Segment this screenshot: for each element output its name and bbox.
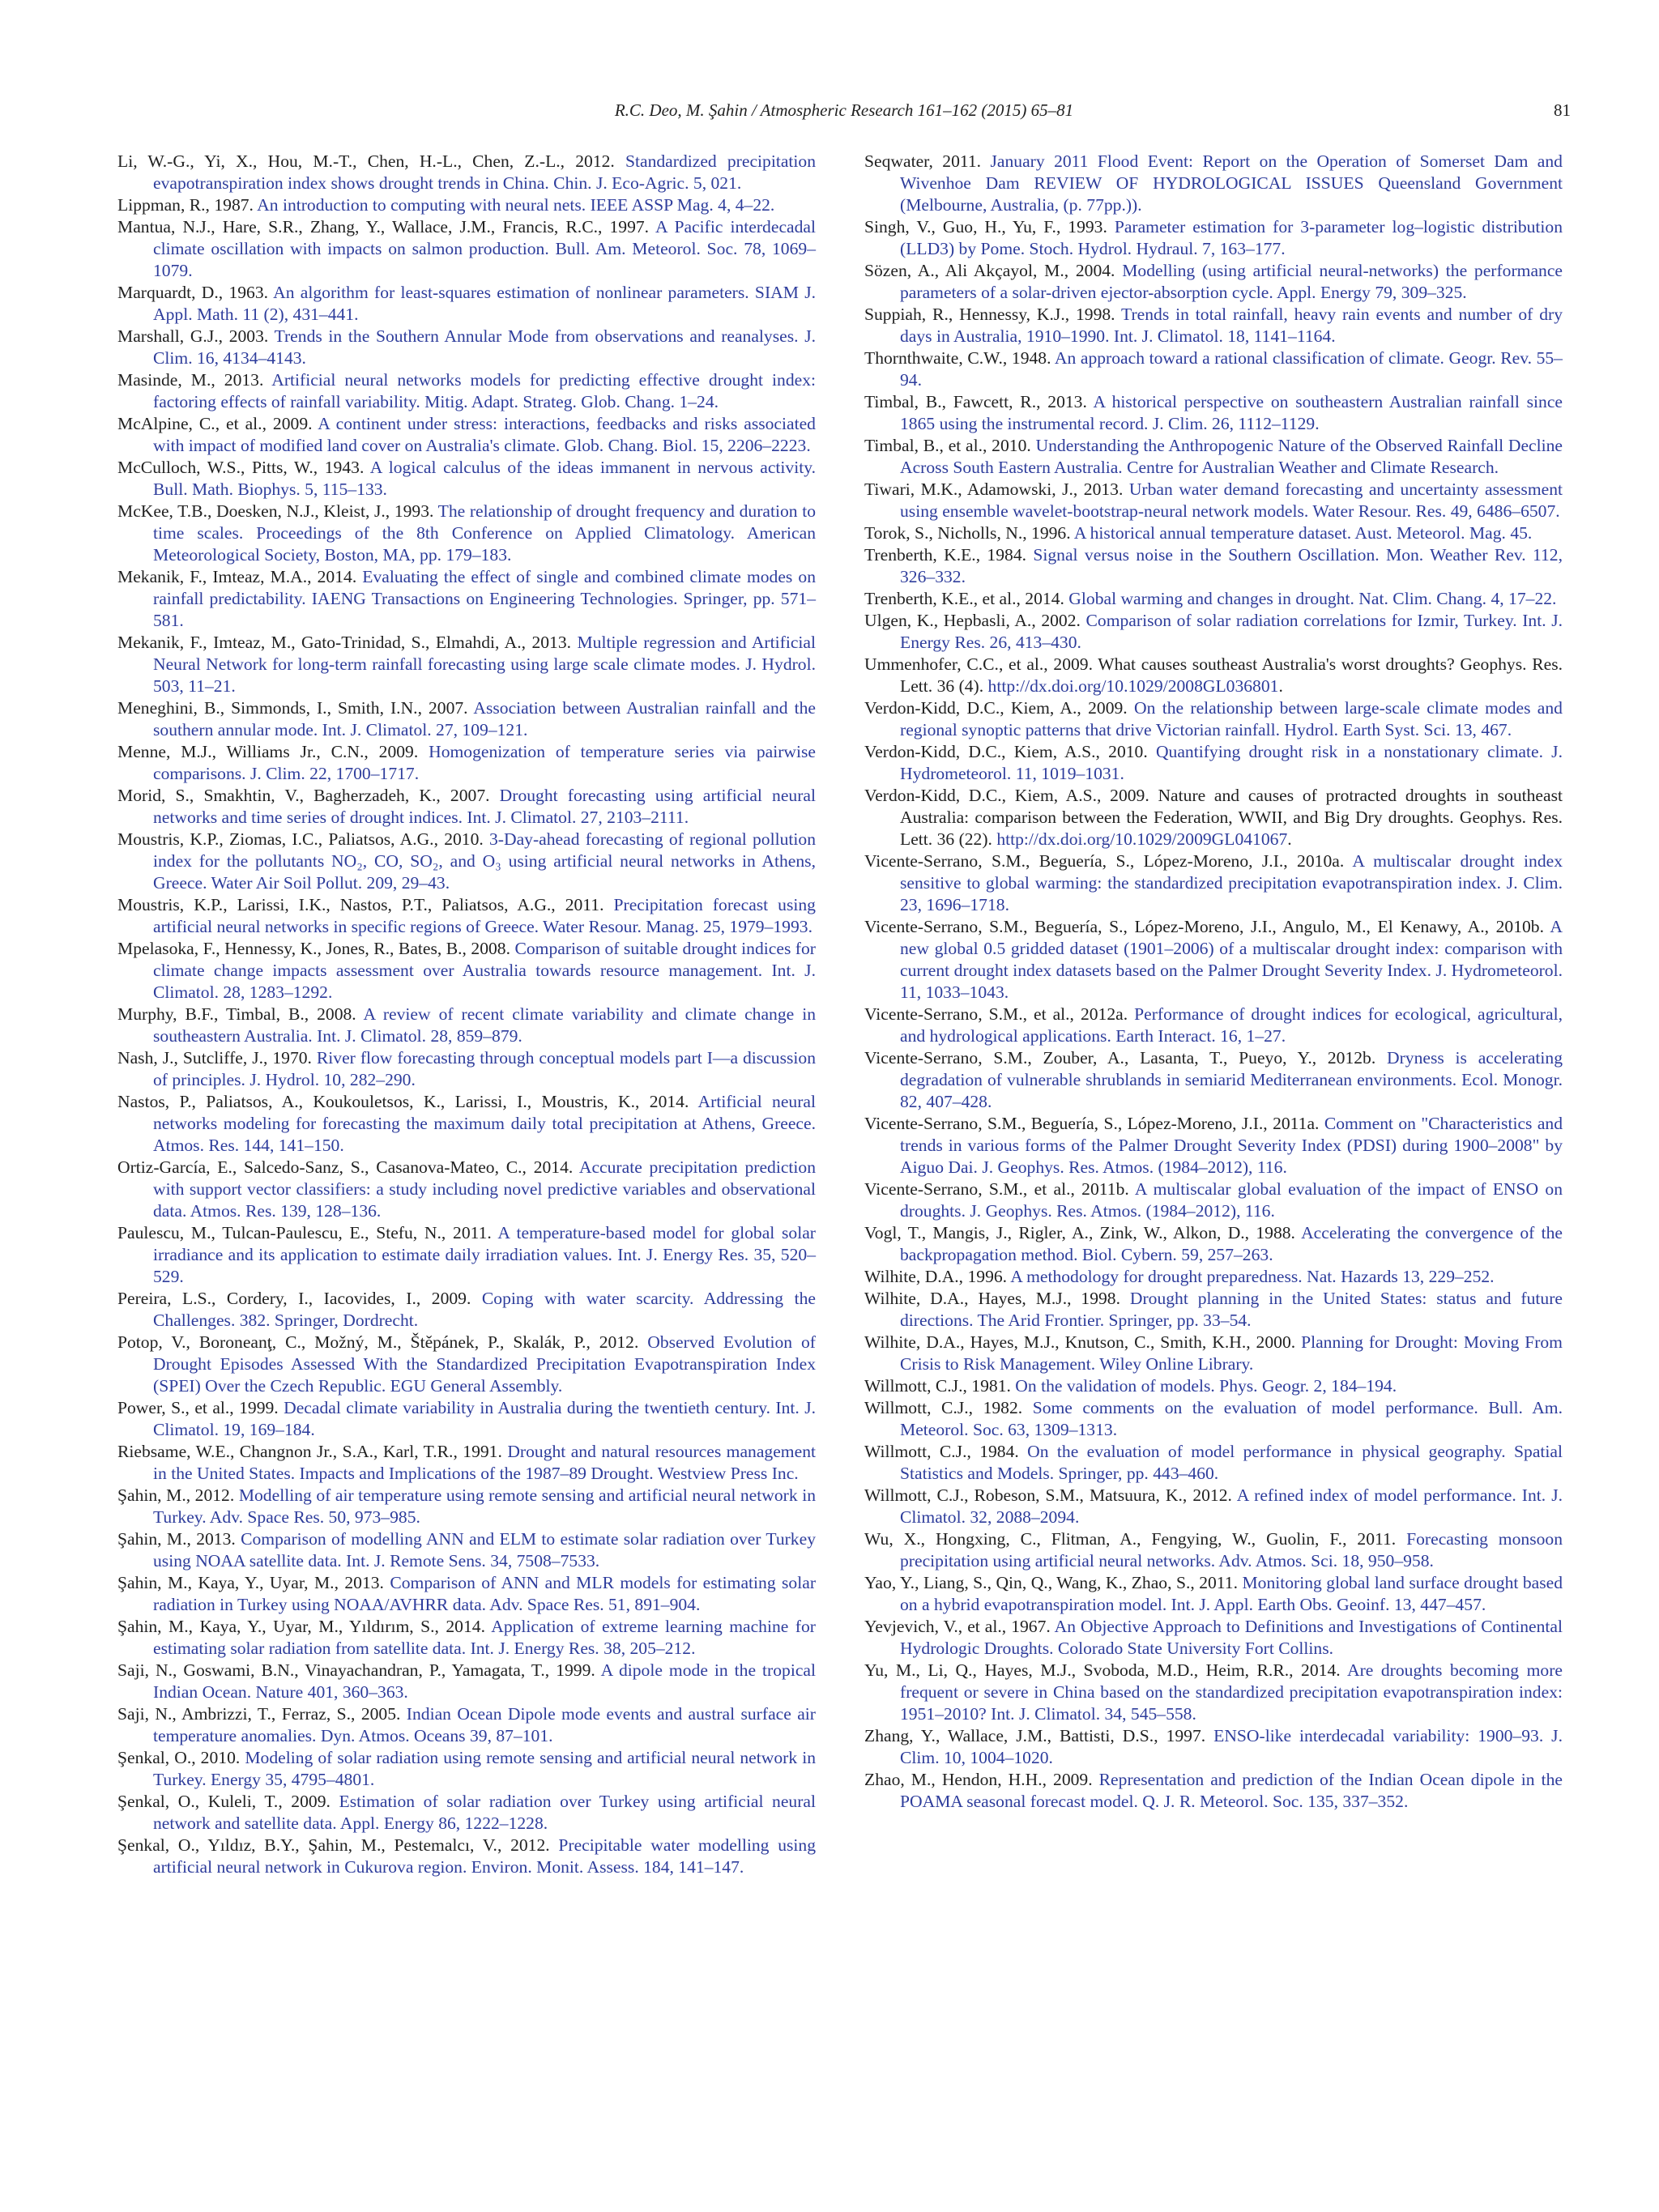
reference-authors: Wilhite, D.A., 1996. xyxy=(864,1267,1011,1286)
reference-entry xyxy=(117,938,816,1004)
reference-entry xyxy=(117,894,816,938)
reference-authors: Mekanik, F., Imteaz, M., Gato-Trinidad, S., Elmahdi, A., 2013. xyxy=(117,633,578,652)
running-header xyxy=(117,100,1571,128)
reference-authors: Vicente-Serrano, S.M., et al., 2012a. xyxy=(864,1004,1135,1024)
reference-link[interactable]: Comparison of modelling ANN and ELM to estimate solar radiation over Turkey using NOAA satellite data. Int. J. Remote Sens. 34, 7508–7533. xyxy=(153,1529,816,1571)
reference-authors: Şahin, M., 2012. xyxy=(117,1485,239,1505)
reference-link[interactable]: ENSO-like interdecadal variability: 1900–93. J. Clim. 10, 1004–1020. xyxy=(900,1726,1563,1767)
reference-link[interactable]: Accurate precipitation prediction with support vector classifiers: a study including novel predictive variables and observational data. Atmos. Res. 139, 128–136. xyxy=(153,1157,817,1221)
reference-link[interactable]: Accelerating the convergence of the backpropagation method. Biol. Cybern. 59, 257–263. xyxy=(900,1223,1563,1264)
reference-authors: Lippman, R., 1987. xyxy=(117,195,258,215)
reference-authors: Potop, V., Boroneanţ, C., Možný, M., Štěpánek, P., Skalák, P., 2012. xyxy=(117,1332,648,1352)
reference-link[interactable]: Are droughts becoming more frequent or severe in China based on the standardized precipitation evapotranspiration index: 1951–2010? Int. J. Climatol. 34, 545–558. xyxy=(900,1660,1563,1724)
reference-entry xyxy=(117,457,816,501)
reference-entry xyxy=(117,216,816,282)
reference-link[interactable]: An approach toward a rational classification of climate. Geogr. Rev. 55–94. xyxy=(900,348,1563,390)
reference-authors: Wilhite, D.A., Hayes, M.J., 1998. xyxy=(864,1289,1130,1308)
reference-entry xyxy=(864,1047,1563,1113)
reference-authors: Meneghini, B., Simmonds, I., Smith, I.N., 2007. xyxy=(117,698,474,718)
reference-authors: Tiwari, M.K., Adamowski, J., 2013. xyxy=(864,479,1129,499)
reference-link[interactable]: A temperature-based model for global solar irradiance and its application to estimate daily irradiation values. Int. J. Energy Res. 35, 520–529. xyxy=(153,1223,816,1286)
reference-entry xyxy=(864,1332,1563,1375)
reference-link[interactable]: Some comments on the evaluation of model performance. Bull. Am. Meteorol. Soc. 63, 1309–1313. xyxy=(900,1398,1563,1439)
reference-link[interactable]: Comparison of ANN and MLR models for estimating solar radiation in Turkey using NOAA/AVHRR data. Adv. Space Res. 51, 891–904. xyxy=(153,1573,817,1614)
reference-authors: McKee, T.B., Doesken, N.J., Kleist, J., 1993. xyxy=(117,501,438,521)
reference-authors: Torok, S., Nicholls, N., 1996. xyxy=(864,523,1074,543)
reference-authors: Şahin, M., Kaya, Y., Uyar, M., Yıldırım, S., 2014. xyxy=(117,1617,492,1636)
reference-authors: Seqwater, 2011. xyxy=(864,151,991,171)
reference-link[interactable]: Modelling of air temperature using remote sensing and artificial neural network in Turkey. Adv. Space Res. 50, 973–985. xyxy=(153,1485,816,1527)
reference-authors: Vicente-Serrano, S.M., Beguería, S., López-Moreno, J.I., 2010a. xyxy=(864,851,1353,871)
reference-authors: Trenberth, K.E., et al., 2014. xyxy=(864,589,1069,608)
reference-link[interactable]: Application of extreme learning machine for estimating solar radiation from satellite data. Int. J. Energy Res. 38, 205–212. xyxy=(153,1617,816,1658)
reference-authors: Pereira, L.S., Cordery, I., Iacovides, I., 2009. xyxy=(117,1289,482,1308)
reference-authors: Ortiz-García, E., Salcedo-Sanz, S., Casanova-Mateo, C., 2014. xyxy=(117,1157,579,1177)
reference-entry xyxy=(117,1485,816,1528)
reference-authors: Şenkal, O., Yıldız, B.Y., Şahin, M., Pestemalcı, V., 2012. xyxy=(117,1835,559,1855)
reference-link[interactable]: Decadal climate variability in Australia during the twentieth century. Int. J. Climatol. 19, 169–184. xyxy=(153,1398,817,1439)
reference-entry xyxy=(117,1157,816,1222)
reference-authors: McCulloch, W.S., Pitts, W., 1943. xyxy=(117,458,370,477)
reference-entry xyxy=(864,916,1563,1004)
reference-link[interactable]: Signal versus noise in the Southern Oscillation. Mon. Weather Rev. 112, 326–332. xyxy=(900,545,1563,586)
reference-link[interactable]: Trends in the Southern Annular Mode from observations and reanalyses. J. Clim. 16, 4134–4143. xyxy=(153,326,816,368)
reference-entry xyxy=(864,435,1563,479)
reference-authors: Nash, J., Sutcliffe, J., 1970. xyxy=(117,1048,317,1068)
reference-authors: Mantua, N.J., Hare, S.R., Zhang, Y., Wallace, J.M., Francis, R.C., 1997. xyxy=(117,217,655,237)
reference-link[interactable]: Standardized precipitation evapotranspiration index shows drought trends in China. Chin. J. Eco-Agric. 5, 021. xyxy=(153,151,816,193)
reference-link[interactable]: Understanding the Anthropogenic Nature of the Observed Rainfall Decline Across South Eastern Australia. Centre for Australian Weather and Climate Research. xyxy=(900,436,1563,477)
reference-entry xyxy=(117,1572,816,1616)
reference-link[interactable]: On the validation of models. Phys. Geogr. 2, 184–194. xyxy=(1015,1376,1397,1396)
reference-link[interactable]: A dipole mode in the tropical Indian Ocean. Nature 401, 360–363. xyxy=(153,1660,816,1702)
reference-entry xyxy=(864,610,1563,654)
reference-entry xyxy=(117,1222,816,1288)
reference-authors: Vogl, T., Mangis, J., Rigler, A., Zink, W., Alkon, D., 1988. xyxy=(864,1223,1302,1242)
reference-link[interactable]: Global warming and changes in drought. Nat. Clim. Chang. 4, 17–22. xyxy=(1068,589,1557,608)
reference-link[interactable]: Modeling of solar radiation using remote sensing and artificial neural network in Turkey. Energy 35, 4795–4801. xyxy=(153,1748,816,1789)
reference-entry xyxy=(864,1178,1563,1222)
reference-link[interactable]: Estimation of solar radiation over Turkey using artificial neural network and satellite data. Appl. Energy 86, 1222–1228. xyxy=(153,1792,816,1833)
reference-entry xyxy=(864,1441,1563,1485)
journal-citation: R.C. Deo, M. Şahin / Atmospheric Research 161–162 (2015) 65–81 xyxy=(614,100,1074,120)
reference-link[interactable]: A logical calculus of the ideas immanent in nervous activity. Bull. Math. Biophys. 5, 115–133. xyxy=(153,458,816,499)
reference-link[interactable]: Precipitable water modelling using artificial neural network in Cukurova region. Environ. Monit. Assess. 184, 141–147. xyxy=(153,1835,816,1877)
reference-authors: Ummenhofer, C.C., et al., 2009. What causes southeast Australia's worst droughts? Geophys. Res. Lett. 36 (4). xyxy=(864,654,1563,696)
reference-entry xyxy=(864,1222,1563,1266)
reference-link[interactable]: 3-Day-ahead forecasting of regional pollution index for the pollutants NO₂, CO, SO₂, and O₃ using artificial neural networks in Athens, Greece. Water Air Soil Pollut. 209, 29–43. xyxy=(153,829,816,893)
reference-entry xyxy=(117,1047,816,1091)
reference-authors: Nastos, P., Paliatsos, A., Koukouletsos, K., Larissi, I., Moustris, K., 2014. xyxy=(117,1092,698,1111)
reference-authors: Singh, V., Guo, H., Yu, F., 1993. xyxy=(864,217,1115,237)
reference-entry xyxy=(117,1660,816,1703)
reference-entry xyxy=(864,1616,1563,1660)
reference-link[interactable]: On the evaluation of model performance in physical geography. Spatial Statistics and Models. Springer, pp. 443–460. xyxy=(900,1442,1563,1483)
reference-entry xyxy=(864,697,1563,741)
reference-link[interactable]: River flow forecasting through conceptual models part I—a discussion of principles. J. Hydrol. 10, 282–290. xyxy=(153,1048,816,1089)
reference-entry xyxy=(864,1004,1563,1047)
reference-entry xyxy=(864,850,1563,916)
reference-authors: Şenkal, O., Kuleli, T., 2009. xyxy=(117,1792,339,1811)
reference-entry xyxy=(864,544,1563,588)
reference-authors: Willmott, C.J., Robeson, S.M., Matsuura, K., 2012. xyxy=(864,1485,1237,1505)
reference-link[interactable]: January 2011 Flood Event: Report on the Operation of Somerset Dam and Wivenhoe Dam REVIEW OF HYDROLOGICAL ISSUES Queensland Government (Melbourne, Australia, (p. 77pp.)). xyxy=(900,151,1563,215)
reference-authors: Thornthwaite, C.W., 1948. xyxy=(864,348,1055,368)
reference-entry xyxy=(864,1725,1563,1769)
reference-entry xyxy=(864,1397,1563,1441)
reference-entry xyxy=(117,632,816,697)
reference-link[interactable]: Precipitation forecast using artificial neural networks in specific regions of Greece. Water Resour. Manag. 25, 1979–1993. xyxy=(153,895,816,936)
reference-link[interactable]: Representation and prediction of the Indian Ocean dipole in the POAMA seasonal forecast model. Q. J. R. Meteorol. Soc. 135, 337–352. xyxy=(900,1770,1563,1811)
reference-entry xyxy=(117,194,816,216)
reference-entry xyxy=(117,1703,816,1747)
reference-link[interactable]: Drought planning in the United States: status and future directions. The Arid Frontier. Springer, pp. 33–54. xyxy=(900,1289,1563,1330)
reference-authors: Şahin, M., 2013. xyxy=(117,1529,241,1549)
reference-entry xyxy=(864,741,1563,785)
reference-link[interactable]: Indian Ocean Dipole mode events and austral surface air temperature anomalies. Dyn. Atmos. Oceans 39, 87–101. xyxy=(153,1704,816,1745)
reference-authors: Yao, Y., Liang, S., Qin, Q., Wang, K., Zhao, S., 2011. xyxy=(864,1573,1243,1592)
reference-entry xyxy=(117,1332,816,1397)
reference-link[interactable]: On the relationship between large-scale climate modes and regional synoptic patterns that drive Victorian rainfall. Hydrol. Earth Syst. Sci. 13, 467. xyxy=(900,698,1563,739)
reference-link[interactable]: Monitoring global land surface drought based on a hybrid evapotranspiration model. Int. J. Appl. Earth Obs. Geoinf. 13, 447–457. xyxy=(900,1573,1563,1614)
reference-entry xyxy=(117,1791,816,1835)
reference-authors: Şenkal, O., 2010. xyxy=(117,1748,245,1767)
reference-entry xyxy=(864,1528,1563,1572)
reference-authors: Zhang, Y., Wallace, J.M., Battisti, D.S., 1997. xyxy=(864,1726,1214,1745)
reference-link[interactable]: Observed Evolution of Drought Episodes Assessed With the Standardized Precipitation Evapotranspiration Index (SPEI) Over the Czech Republic. EGU General Assembly. xyxy=(153,1332,816,1396)
reference-entry xyxy=(864,588,1563,610)
reference-authors: Yu, M., Li, Q., Hayes, M.J., Svoboda, M.D., Heim, R.R., 2014. xyxy=(864,1660,1347,1680)
reference-authors: Moustris, K.P., Larissi, I.K., Nastos, P.T., Paliatsos, A.G., 2011. xyxy=(117,895,614,914)
reference-entry xyxy=(117,1616,816,1660)
reference-authors: Masinde, M., 2013. xyxy=(117,370,272,390)
reference-entry xyxy=(864,1375,1563,1397)
reference-authors: Marshall, G.J., 2003. xyxy=(117,326,275,346)
reference-authors: Willmott, C.J., 1981. xyxy=(864,1376,1016,1396)
reference-link[interactable]: Multiple regression and Artificial Neural Network for long-term rainfall forecasting using large scale climate modes. J. Hydrol. 503, 11–21. xyxy=(153,633,816,696)
reference-link[interactable]: Dryness is accelerating degradation of vulnerable shrublands in semiarid Mediterranean environments. Ecol. Monogr. 82, 407–428. xyxy=(900,1048,1563,1111)
reference-entry xyxy=(864,1266,1563,1288)
reference-authors: Morid, S., Smakhtin, V., Bagherzadeh, K., 2007. xyxy=(117,786,500,805)
reference-link[interactable]: Evaluating the effect of single and combined climate modes on rainfall predictability. IAENG Transactions on Engineering Technologies. Springer, pp. 571–581. xyxy=(153,567,816,630)
reference-entry xyxy=(864,1485,1563,1528)
reference-link[interactable]: Comment on "Characteristics and trends in various forms of the Palmer Drought Severity Index (PDSI) during 1900–2008" by Aiguo Dai. J. Geophys. Res. Atmos. (1984–2012), 116. xyxy=(900,1114,1563,1177)
reference-entry xyxy=(117,697,816,741)
reference-authors: Vicente-Serrano, S.M., Beguería, S., López-Moreno, J.I., Angulo, M., El Kenawy, A., 2010b. xyxy=(864,917,1550,936)
reference-link[interactable]: A Pacific interdecadal climate oscillation with impacts on salmon production. Bull. Am. Meteorol. Soc. 78, 1069–1079. xyxy=(153,217,816,280)
reference-link[interactable]: Drought and natural resources management in the United States. Impacts and Implications of the 1987–89 Drought. Westview Press Inc. xyxy=(153,1442,816,1483)
reference-entry xyxy=(117,326,816,369)
references-right-column xyxy=(864,151,1563,1813)
reference-entry xyxy=(117,566,816,632)
reference-authors: Timbal, B., et al., 2010. xyxy=(864,436,1036,455)
reference-entry xyxy=(864,1769,1563,1813)
reference-link[interactable]: Drought forecasting using artificial neural networks and time series of drought indices. Int. J. Climatol. 27, 2103–2111. xyxy=(153,786,816,827)
reference-entry xyxy=(864,391,1563,435)
reference-entry xyxy=(117,501,816,566)
reference-entry xyxy=(864,216,1563,260)
reference-entry xyxy=(117,829,816,894)
reference-entry xyxy=(117,1835,816,1878)
reference-authors: Verdon-Kidd, D.C., Kiem, A.S., 2009. Nature and causes of protracted droughts in southeast Australia: comparison between the Federation, WWII, and Big Dry droughts. Geophys. Res. Lett. 36 (22). xyxy=(864,786,1563,849)
reference-entry xyxy=(864,522,1563,544)
reference-authors: Wu, X., Hongxing, C., Flitman, A., Fengying, W., Guolin, F., 2011. xyxy=(864,1529,1407,1549)
reference-entry xyxy=(117,282,816,326)
reference-entry xyxy=(864,260,1563,304)
reference-authors: Suppiah, R., Hennessy, K.J., 1998. xyxy=(864,305,1122,324)
reference-link[interactable]: Planning for Drought: Moving From Crisis to Risk Management. Wiley Online Library. xyxy=(900,1332,1563,1374)
reference-entry xyxy=(117,1747,816,1791)
references-left-column xyxy=(117,151,816,1878)
reference-entry xyxy=(117,1528,816,1572)
reference-link[interactable]: Homogenization of temperature series via pairwise comparisons. J. Clim. 22, 1700–1717. xyxy=(153,742,817,783)
reference-link[interactable]: http://dx.doi.org/10.1029/2008GL036801 xyxy=(987,676,1279,696)
reference-link[interactable]: A multiscalar global evaluation of the impact of ENSO on droughts. J. Geophys. Res. Atmos. (1984–2012), 116. xyxy=(900,1179,1563,1221)
reference-authors: Verdon-Kidd, D.C., Kiem, A., 2009. xyxy=(864,698,1134,718)
reference-link[interactable]: Comparison of solar radiation correlations for Izmir, Turkey. Int. J. Energy Res. 26, 413–430. xyxy=(900,611,1563,652)
reference-entry xyxy=(117,413,816,457)
reference-authors: Timbal, B., Fawcett, R., 2013. xyxy=(864,392,1094,411)
reference-authors: Willmott, C.J., 1982. xyxy=(864,1398,1033,1417)
reference-authors: Zhao, M., Hendon, H.H., 2009. xyxy=(864,1770,1099,1789)
reference-authors: Mekanik, F., Imteaz, M.A., 2014. xyxy=(117,567,363,586)
reference-authors: Vicente-Serrano, S.M., Beguería, S., López-Moreno, J.I., 2011a. xyxy=(864,1114,1324,1133)
reference-link[interactable]: A new global 0.5 gridded dataset (1901–2006) of a multiscalar drought index: comparison with current drought index datasets based on the Palmer Drought Severity Index. J. Hydrometeorol. 11, 1033–1043. xyxy=(900,917,1563,1002)
reference-authors: Willmott, C.J., 1984. xyxy=(864,1442,1028,1461)
reference-authors: Marquardt, D., 1963. xyxy=(117,283,274,302)
reference-authors: Power, S., et al., 1999. xyxy=(117,1398,284,1417)
reference-link[interactable]: Forecasting monsoon precipitation using artificial neural networks. Adv. Atmos. Sci. 18, 950–958. xyxy=(900,1529,1563,1571)
reference-authors: Sözen, A., Ali Akçayol, M., 2004. xyxy=(864,261,1123,280)
reference-authors: Vicente-Serrano, S.M., Zouber, A., Lasanta, T., Pueyo, Y., 2012b. xyxy=(864,1048,1388,1068)
reference-link[interactable]: Artificial neural networks modeling for forecasting the maximum daily total precipitation at Athens, Greece. Atmos. Res. 144, 141–150. xyxy=(153,1092,816,1155)
reference-authors: Wilhite, D.A., Hayes, M.J., Knutson, C., Smith, K.H., 2000. xyxy=(864,1332,1302,1352)
reference-link[interactable]: Trends in total rainfall, heavy rain events and number of dry days in Australia, 1910–1990. Int. J. Climatol. 18, 1141–1164. xyxy=(900,305,1563,346)
reference-link[interactable]: An introduction to computing with neural nets. IEEE ASSP Mag. 4, 4–22. xyxy=(257,195,775,215)
reference-entry xyxy=(864,1572,1563,1616)
reference-entry xyxy=(864,1113,1563,1178)
reference-entry xyxy=(117,1441,816,1485)
reference-link[interactable]: A review of recent climate variability and climate change in southeastern Australia. Int. J. Climatol. 28, 859–879. xyxy=(153,1004,816,1046)
reference-link[interactable]: Artificial neural networks models for predicting effective drought index: factoring effects of rainfall variability. Mitig. Adapt. Strateg. Glob. Chang. 1–24. xyxy=(153,370,816,411)
reference-authors: Yevjevich, V., et al., 1967. xyxy=(864,1617,1055,1636)
reference-link[interactable]: A historical perspective on southeastern Australian rainfall since 1865 using the instrumental record. J. Clim. 26, 1112–1129. xyxy=(900,392,1563,433)
reference-entry xyxy=(117,785,816,829)
reference-authors: Şahin, M., Kaya, Y., Uyar, M., 2013. xyxy=(117,1573,390,1592)
reference-entry xyxy=(117,1288,816,1332)
reference-entry xyxy=(864,151,1563,216)
reference-authors: Li, W.-G., Yi, X., Hou, M.-T., Chen, H.-L., Chen, Z.-L., 2012. xyxy=(117,151,625,171)
reference-entry xyxy=(117,1397,816,1441)
reference-entry xyxy=(864,654,1563,697)
reference-link[interactable]: An algorithm for least-squares estimation of nonlinear parameters. SIAM J. Appl. Math. 11 (2), 431–441. xyxy=(153,283,816,324)
reference-link[interactable]: A methodology for drought preparedness. Nat. Hazards 13, 229–252. xyxy=(1010,1267,1495,1286)
reference-link[interactable]: Coping with water scarcity. Addressing the Challenges. 382. Springer, Dordrecht. xyxy=(153,1289,816,1330)
reference-entry xyxy=(864,347,1563,391)
reference-authors: Vicente-Serrano, S.M., et al., 2011b. xyxy=(864,1179,1135,1199)
reference-entry xyxy=(117,1004,816,1047)
reference-link[interactable]: The relationship of drought frequency and duration to time scales. Proceedings of the 8th Conference on Applied Climatology. American Meteorological Society, Boston, MA, pp. 179–183. xyxy=(153,501,816,565)
page-number: 81 xyxy=(1554,100,1571,120)
reference-link[interactable]: http://dx.doi.org/10.1029/2009GL041067 xyxy=(996,829,1288,849)
reference-authors: Riebsame, W.E., Changnon Jr., S.A., Karl, T.R., 1991. xyxy=(117,1442,508,1461)
reference-link[interactable]: Urban water demand forecasting and uncertainty assessment using ensemble wavelet-bootstrap-neural network models. Water Resour. Res. 49, 6486–6507. xyxy=(900,479,1563,521)
reference-authors: Saji, N., Goswami, B.N., Vinayachandran, P., Yamagata, T., 1999. xyxy=(117,1660,601,1680)
reference-authors: Trenberth, K.E., 1984. xyxy=(864,545,1034,565)
reference-authors: Ulgen, K., Hepbasli, A., 2002. xyxy=(864,611,1086,630)
reference-entry xyxy=(117,151,816,194)
reference-entry xyxy=(117,741,816,785)
reference-entry xyxy=(864,785,1563,850)
reference-link[interactable]: A refined index of model performance. Int. J. Climatol. 32, 2088–2094. xyxy=(900,1485,1563,1527)
reference-link[interactable]: A multiscalar drought index sensitive to global warming: the standardized precipitation evapotranspiration index. J. Clim. 23, 1696–1718. xyxy=(900,851,1563,914)
reference-tail: . xyxy=(1278,676,1283,696)
reference-entry xyxy=(864,479,1563,522)
reference-link[interactable]: A continent under stress: interactions, feedbacks and risks associated with impact of modified land cover on Australia's climate. Glob. Chang. Biol. 15, 2206–2223. xyxy=(153,414,816,455)
reference-authors: Verdon-Kidd, D.C., Kiem, A.S., 2010. xyxy=(864,742,1156,761)
reference-entry xyxy=(864,1660,1563,1725)
reference-link[interactable]: Quantifying drought risk in a nonstationary climate. J. Hydrometeorol. 11, 1019–1031. xyxy=(900,742,1563,783)
reference-link[interactable]: Comparison of suitable drought indices for climate change impacts assessment over Australia towards resource management. Int. J. Climatol. 28, 1283–1292. xyxy=(153,939,816,1002)
reference-authors: Mpelasoka, F., Hennessy, K., Jones, R., Bates, B., 2008. xyxy=(117,939,515,958)
reference-authors: Menne, M.J., Williams Jr., C.N., 2009. xyxy=(117,742,429,761)
reference-entry xyxy=(864,304,1563,347)
reference-link[interactable]: An Objective Approach to Definitions and Investigations of Continental Hydrologic Droughts. Colorado State University Fort Collins. xyxy=(900,1617,1563,1658)
reference-entry xyxy=(117,369,816,413)
reference-link[interactable]: Modelling (using artificial neural-networks) the performance parameters of a solar-driven ejector-absorption cycle. Appl. Energy 79, 309–325. xyxy=(900,261,1563,302)
reference-authors: Saji, N., Ambrizzi, T., Ferraz, S., 2005. xyxy=(117,1704,407,1724)
reference-tail: . xyxy=(1287,829,1292,849)
reference-entry xyxy=(117,1091,816,1157)
reference-link[interactable]: Parameter estimation for 3-parameter log–logistic distribution (LLD3) by Pome. Stoch. Hydrol. Hydraul. 7, 163–177. xyxy=(900,217,1563,258)
reference-authors: Paulescu, M., Tulcan-Paulescu, E., Stefu, N., 2011. xyxy=(117,1223,498,1242)
reference-authors: Moustris, K.P., Ziomas, I.C., Paliatsos, A.G., 2010. xyxy=(117,829,489,849)
reference-link[interactable]: Performance of drought indices for ecological, agricultural, and hydrological applications. Earth Interact. 16, 1–27. xyxy=(900,1004,1563,1046)
reference-entry xyxy=(864,1288,1563,1332)
reference-link[interactable]: A historical annual temperature dataset. Aust. Meteorol. Mag. 45. xyxy=(1073,523,1533,543)
reference-authors: McAlpine, C., et al., 2009. xyxy=(117,414,318,433)
reference-authors: Murphy, B.F., Timbal, B., 2008. xyxy=(117,1004,364,1024)
reference-link[interactable]: Association between Australian rainfall and the southern annular mode. Int. J. Climatol. 27, 109–121. xyxy=(153,698,816,739)
